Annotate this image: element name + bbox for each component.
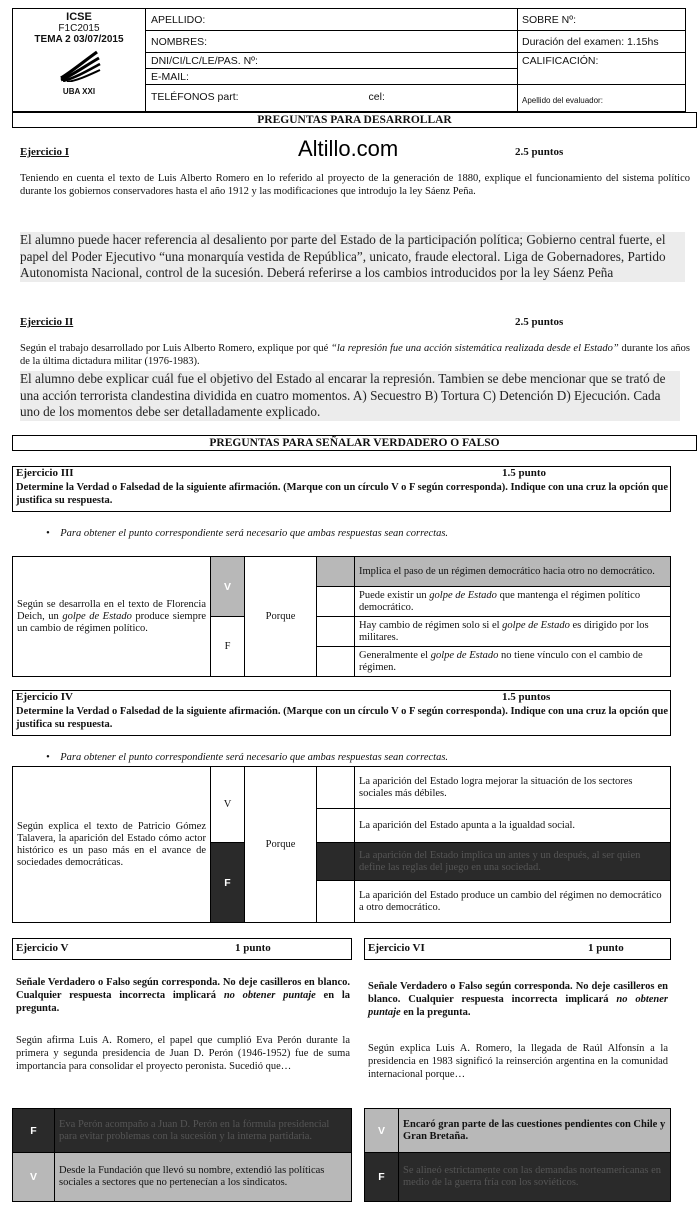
ej5-points: 1 punto	[235, 942, 271, 954]
field-telefonos[interactable]	[146, 85, 517, 109]
ej4-check-2[interactable]	[317, 843, 355, 881]
field-apellido[interactable]: APELLIDO:	[146, 9, 517, 31]
ej4-porque: Porque	[245, 767, 317, 923]
ej4-bullet: • Para obtener el punto correspondiente será necesario que ambas respuestas sean correctas.	[46, 752, 449, 763]
ej5-table	[12, 1108, 352, 1202]
ej3-table	[12, 556, 671, 677]
ej6-mark-0[interactable]: V	[365, 1109, 399, 1153]
ej6-table	[364, 1108, 671, 1202]
ej2-question-quote: “la represión fue una acción sistemática realizada desde el Estado”	[331, 343, 619, 354]
ej6-mark-1[interactable]: F	[365, 1153, 399, 1202]
ej3-option-0: Implica el paso de un régimen democrático hacia otro no democrático.	[355, 557, 671, 587]
field-duracion: Duración del examen: 1.15hs	[518, 31, 685, 53]
ej3-bullet-text: Para obtener el punto correspondiente será necesario que ambas respuestas sean correctas.	[60, 528, 449, 539]
field-evaluador[interactable]: Apellido del evaluador:	[522, 96, 603, 105]
student-fields	[146, 9, 518, 111]
header-tema: TEMA 2 03/07/2015	[34, 34, 124, 45]
ej4-check-0[interactable]	[317, 767, 355, 809]
ej4-check-3[interactable]	[317, 881, 355, 923]
ej3-check-1[interactable]	[317, 587, 355, 617]
header-code: F1C2015	[58, 23, 100, 34]
ej3-points: 1.5 punto	[502, 467, 547, 479]
section-vf-title: PREGUNTAS PARA SEÑALAR VERDADERO O FALSO	[12, 435, 697, 451]
uba-logo-icon	[57, 50, 101, 82]
ej2-points: 2.5 puntos	[515, 316, 564, 328]
ej5-row-0: Eva Perón acompaño a Juan D. Perón en la fórmula presidencial para evitar problemas con la sucesión y la interna partidaria.	[55, 1109, 352, 1153]
ej5-text: Según afirma Luis A. Romero, el papel que cumplió Eva Perón durante la primera y segunda presidencia de Juan D. Perón (1946-1952) fue de suma importancia para consolidar el proyecto peronista. Sucedió que…	[16, 1035, 350, 1072]
ej3-title: Ejercicio III	[16, 467, 74, 479]
field-dni[interactable]: DNI/CI/LC/LE/PAS. Nº:	[146, 53, 517, 69]
ej5-mark-1[interactable]: V	[13, 1153, 55, 1202]
ej6-title: Ejercicio VI	[368, 942, 425, 954]
field-nombres[interactable]: NOMBRES:	[146, 31, 517, 53]
ej3-f-cell[interactable]: F	[211, 617, 245, 677]
ej5-instruction: Señale Verdadero o Falso según corresponda. No deje casilleros en blanco. Cualquier respuesta incorrecta implicará no obtener puntaje en la pregunta.	[16, 977, 350, 1014]
ej4-statement: Según explica el texto de Patricio Gómez Talavera, la aparición del Estado cómo actor histórico es un paso más en el avance de sociedades democráticas.	[13, 767, 211, 923]
ej4-f-cell[interactable]: F	[211, 843, 245, 923]
ej1-title: Ejercicio I	[20, 146, 69, 158]
exam-header	[12, 8, 686, 112]
ej6-row-0: Encaró gran parte de las cuestiones pendientes con Chile y Gran Bretaña.	[399, 1109, 671, 1153]
ej4-table	[12, 766, 671, 923]
ej1-points: 2.5 puntos	[515, 146, 564, 158]
ej3-bullet: • Para obtener el punto correspondiente será necesario que ambas respuestas sean correctas.	[46, 528, 449, 539]
ej6-row-1: Se alineó estrictamente con las demandas norteamericanas en medio de la guerra fría con los soviéticos.	[399, 1153, 671, 1202]
ej2-answer: El alumno debe explicar cuál fue el objetivo del Estado al encarar la represión. Tambien se debe mencionar que se trató de una acción terrorista clandestina dividida en cuatro momentos. A) Secuestro B) Tortura C) Detención D) Ejecución. Cada uno de los momentos debe ser detalladamente explicado.	[20, 371, 680, 421]
ej4-option-0: La aparición del Estado logra mejorar la situación de los sectores sociales más débiles.	[355, 767, 671, 809]
section-desarrollar-title: PREGUNTAS PARA DESARROLLAR	[12, 112, 697, 128]
ej4-option-1: La aparición del Estado apunta a la igualdad social.	[355, 809, 671, 843]
telefonos-label: TELÉFONOS part:	[151, 91, 239, 103]
field-sobre[interactable]: SOBRE Nº:	[518, 9, 685, 31]
ej4-bullet-text: Para obtener el punto correspondiente será necesario que ambas respuestas sean correctas.	[60, 752, 449, 763]
logo-label: UBA XXI	[62, 87, 96, 96]
ej2-title: Ejercicio II	[20, 316, 74, 328]
ej4-points: 1.5 puntos	[502, 691, 551, 703]
field-email[interactable]: E-MAIL:	[146, 69, 517, 85]
ej4-option-2: La aparición del Estado implica un antes y un después, al ser quien define las reglas del juego en una sociedad.	[355, 843, 671, 881]
ej3-check-3[interactable]	[317, 647, 355, 677]
ej3-statement: Según se desarrolla en el texto de Florencia Deich, un golpe de Estado produce siempre un cambio de régimen político.	[13, 557, 211, 677]
ej3-v-cell[interactable]: V	[211, 557, 245, 617]
ej4-instruction: Determine la Verdad o Falsedad de la siguiente afirmación. (Marque con un círculo V o F según corresponda). Indique con una cruz la opción que justifica su respuesta.	[16, 706, 669, 730]
ej4-check-1[interactable]	[317, 809, 355, 843]
ej3-option-1: Puede existir un golpe de Estado que mantenga el régimen político democrático.	[355, 587, 671, 617]
ej2-question-b: durante los años de la última dictadura militar (1976-1983).	[20, 343, 690, 367]
watermark: Altillo.com	[298, 136, 399, 161]
ej5-mark-0[interactable]: F	[13, 1109, 55, 1153]
ej4-option-3: La aparición del Estado produce un cambio del régimen no democrático a otro democrático.	[355, 881, 671, 923]
ej5-title: Ejercicio V	[16, 942, 69, 954]
grading-fields	[518, 9, 685, 111]
ej5-row-1: Desde la Fundación que llevó su nombre, extendió las políticas sociales a sectores que no pertenecían a los sindicatos.	[55, 1153, 352, 1202]
ej3-option-3: Generalmente el golpe de Estado no tiene vínculo con el cambio de régimen.	[355, 647, 671, 677]
ej4-title: Ejercicio IV	[16, 691, 73, 703]
ej6-text: Según explica Luis A. Romero, la llegada de Raúl Alfonsín a la presidencia en 1983 significó la reinserción argentina en la comunidad internacional porque…	[368, 1043, 668, 1080]
cel-label: cel:	[368, 91, 385, 103]
ej6-instruction: Señale Verdadero o Falso según corresponda. No deje casilleros en blanco. Cualquier respuesta incorrecta implicará no obtener puntaje en la pregunta.	[368, 981, 668, 1018]
header-id-block	[13, 9, 146, 111]
ej3-check-2[interactable]	[317, 617, 355, 647]
ej6-points: 1 punto	[588, 942, 624, 954]
ej4-v-cell[interactable]: V	[211, 767, 245, 843]
ej3-porque: Porque	[245, 557, 317, 677]
header-school: ICSE	[66, 11, 92, 23]
ej1-question: Teniendo en cuenta el texto de Luis Alberto Romero en lo referido al proyecto de la generación de 1880, explique el funcionamiento del sistema político durante los gobiernos conservadores hasta el año 1912 y las modificaciones que introdujo la ley Sáenz Peña.	[20, 173, 690, 197]
ej1-answer: El alumno puede hacer referencia al desaliento por parte del Estado de la participación política; Gobierno central fuerte, el papel del Poder Ejecutivo “una monarquía vestida de República”, unicato, fraude electoral. Liga de Gobernadores, Partido Autonomista Nacional, control de la sucesión. Deberá referirse a los cambios introducidos por la ley Sáenz Peña	[20, 232, 685, 282]
ej2-question-a: Según el trabajo desarrollado por Luis Alberto Romero, explique por qué	[20, 343, 331, 354]
field-calificacion[interactable]: CALIFICACIÓN:	[518, 53, 685, 85]
ej3-check-0[interactable]	[317, 557, 355, 587]
ej2-question	[20, 342, 690, 368]
ej3-instruction: Determine la Verdad o Falsedad de la siguiente afirmación. (Marque con un círculo V o F según corresponda). Indique con una cruz la opción que justifica su respuesta.	[16, 482, 669, 506]
ej3-option-2: Hay cambio de régimen solo si el golpe de Estado es dirigido por los militares.	[355, 617, 671, 647]
